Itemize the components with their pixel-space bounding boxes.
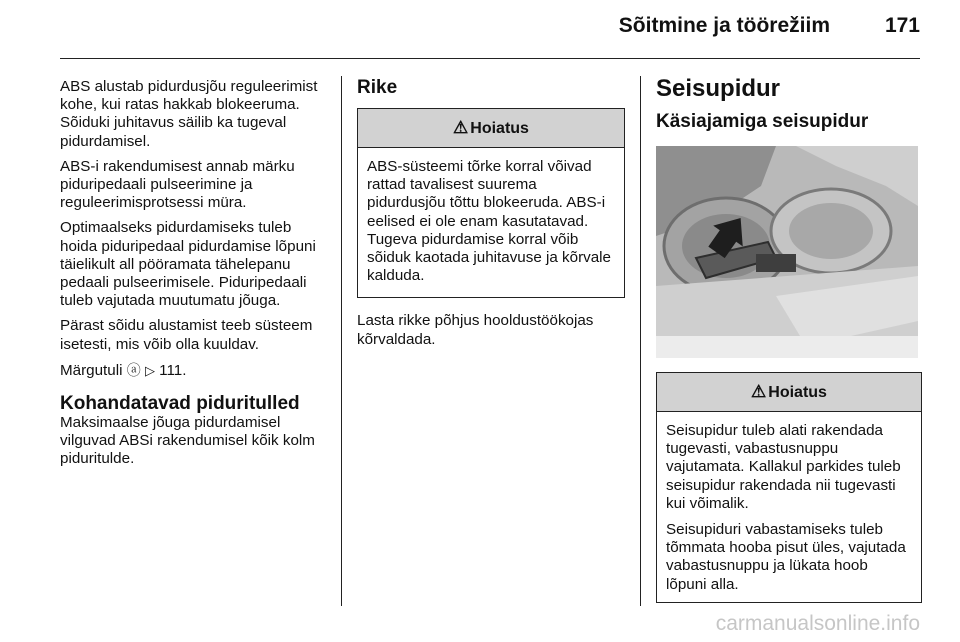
warning-text: Seisupiduri vabastamiseks tuleb tõmmata hooba pisut üles, vajutada vabastusnuppu ja lükata hoob lõpuni alla. — [666, 521, 906, 593]
indicator-reference — [60, 361, 330, 380]
watermark: carmanualsonline.info — [715, 612, 920, 635]
warning-body — [358, 148, 624, 297]
paragraph: ABS alustab pidurdusjõu reguleerimist kohe, kui ratas hakkab blokeeruma. Sõiduki juhitavus säilib ka tugeval pidurdamisel. — [60, 78, 318, 150]
indicator-prefix: Märgutuli — [60, 361, 123, 379]
reference-page[interactable]: 111. — [159, 361, 187, 379]
page-number: 171 — [884, 14, 920, 37]
parking-brake-illustration — [656, 146, 918, 358]
section-heading-parking-brake: Seisupidur — [656, 75, 781, 102]
warning-label: Hoiatus — [470, 120, 529, 137]
column-1 — [60, 78, 330, 476]
warning-triangle-icon: ⚠ — [751, 382, 767, 401]
warning-text: ABS-süsteemi tõrke korral võivad rattad tavalisest suurema pidurdusjõu tõttu blokeeruda. ABS-i eelised ei ole enam kasutatavad. Tugeva pidurdamise korral võib sõiduk kaotada juhitavuse ja kõrvale kalduda. — [367, 158, 611, 285]
paragraph: Lasta rikke põhjus hooldustöökojas kõrvaldada. — [357, 312, 594, 348]
page-header-title: Sõitmine ja töörežiim — [618, 14, 830, 37]
abs-warning-light-icon: ⓐ — [126, 361, 141, 378]
header-rule — [60, 58, 920, 59]
paragraph: ABS-i rakendumisest annab märku piduripedaali pulseerimine ja reguleerimisprotsessi müra. — [60, 157, 295, 212]
warning-box — [357, 108, 625, 298]
warning-header — [358, 109, 624, 148]
parking-brake-photo — [656, 146, 918, 358]
warning-box — [656, 372, 922, 603]
warning-header — [657, 373, 921, 412]
warning-text: Seisupidur tuleb alati rakendada tugevasti, vabastusnuppu vajutamata. Kallakul parkides tuleb seisupidur rakendada nii tugevasti kui võimalik. — [666, 422, 901, 512]
paragraph: Optimaalseks pidurdamiseks tuleb hoida piduripedaal pidurdamise lõpuni täielikult all pööramata tähelepanu pedaali pulseerimisele. Piduripedaali tuleb vajutada muutumatu jõuga. — [60, 219, 316, 310]
warning-label: Hoiatus — [768, 384, 827, 401]
subheading-adaptive-brake-lights: Kohandatavad piduritulled — [60, 393, 300, 415]
warning-body — [657, 412, 921, 594]
paragraph: Pärast sõidu alustamist teeb süsteem isetesti, mis võib olla kuuldav. — [60, 317, 313, 353]
page-reference-arrow-icon: ▷ — [144, 362, 155, 378]
warning-triangle-icon: ⚠ — [453, 118, 469, 137]
column-3 — [656, 75, 922, 603]
column-divider-1 — [341, 76, 342, 606]
section-heading-fault: Rike — [357, 77, 398, 98]
paragraph: Maksimaalse jõuga pidurdamisel vilguvad ABSi rakendumisel kõik kolm piduritulde. — [60, 414, 315, 468]
subheading-hand-parking-brake: Käsiajamiga seisupidur — [656, 111, 869, 132]
column-divider-2 — [640, 76, 641, 606]
column-2 — [357, 78, 625, 356]
